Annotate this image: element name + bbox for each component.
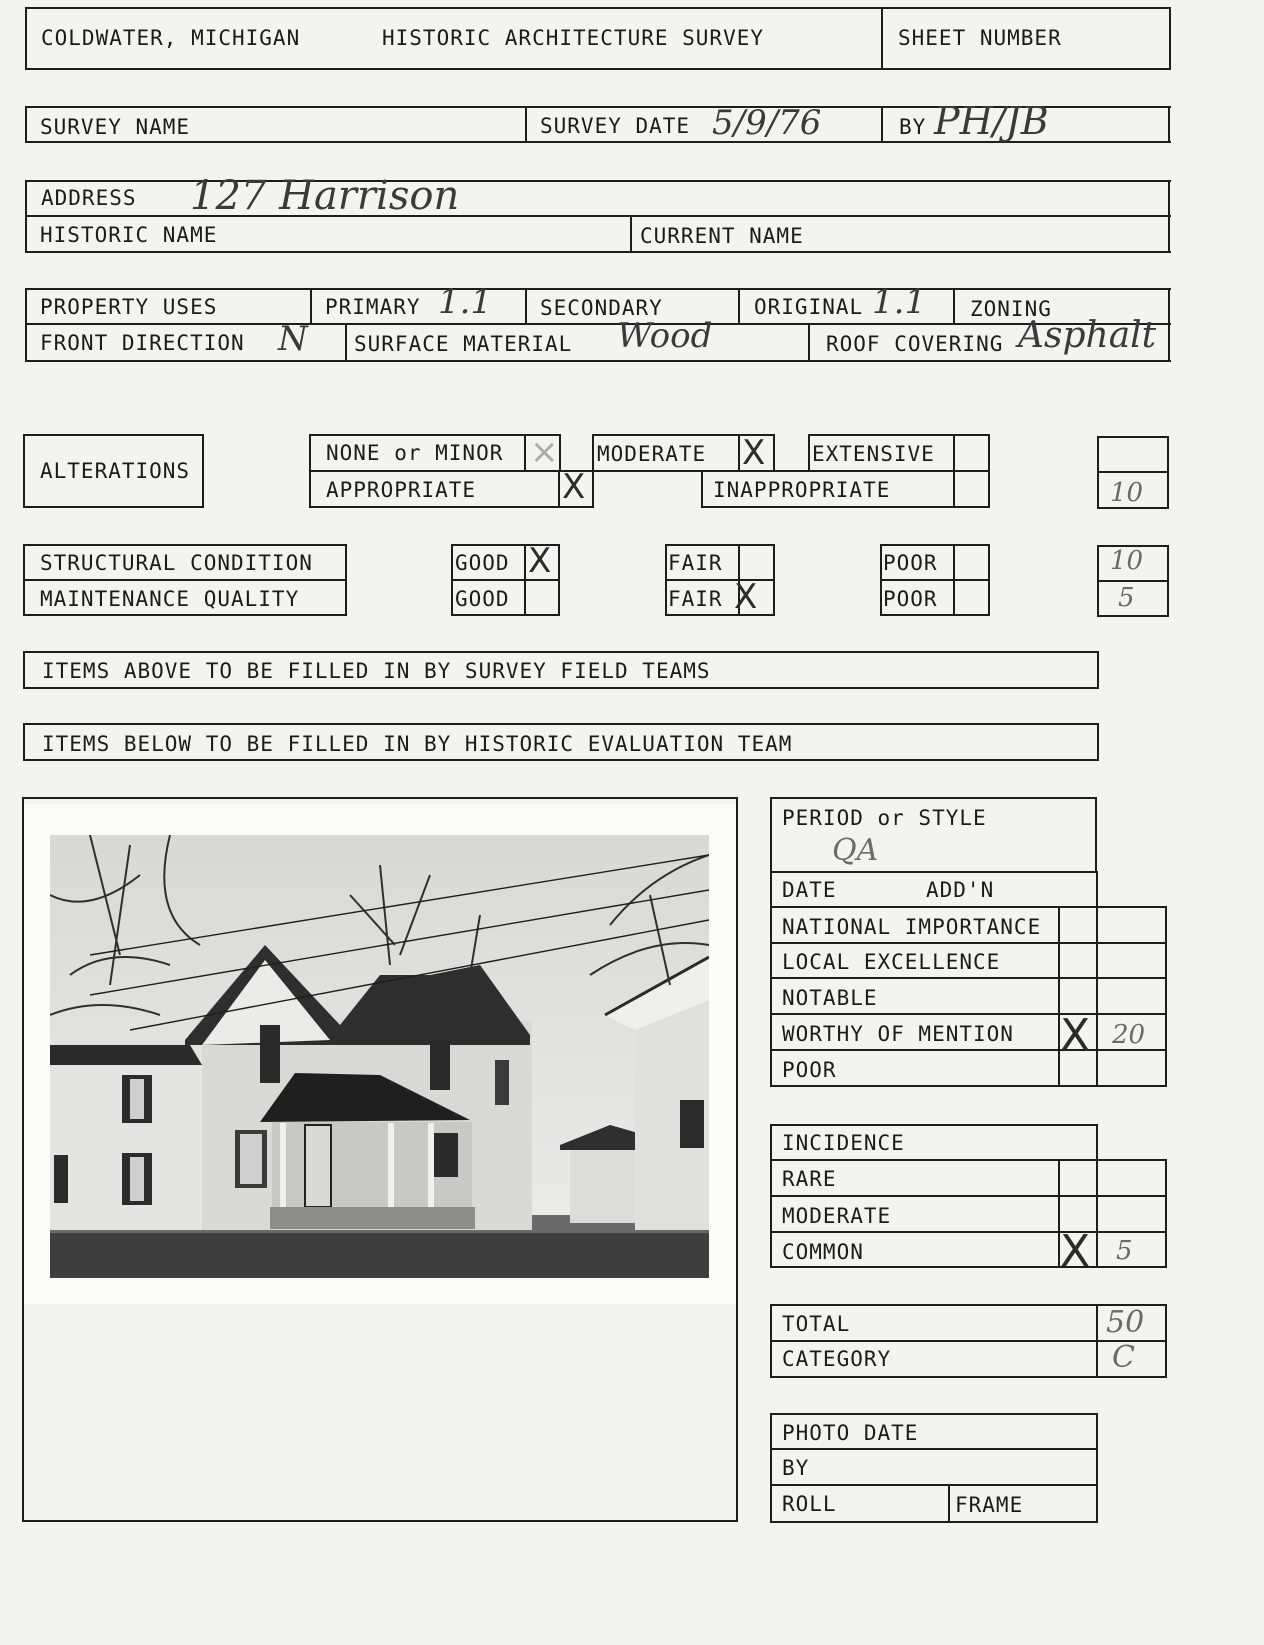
date-label: DATE bbox=[782, 878, 837, 902]
primary-value: 1.1 bbox=[438, 282, 493, 322]
survey-name-label: SURVEY NAME bbox=[40, 115, 191, 139]
property-uses-label: PROPERTY USES bbox=[40, 295, 218, 319]
notable-label: NOTABLE bbox=[782, 986, 878, 1010]
structural-score: 10 bbox=[1110, 546, 1144, 576]
original-value: 1.1 bbox=[872, 282, 927, 322]
total-label: TOTAL bbox=[782, 1312, 851, 1336]
surface-material-label: SURFACE MATERIAL bbox=[354, 332, 573, 356]
rare-label: RARE bbox=[782, 1167, 837, 1191]
worthy-mark: X bbox=[1060, 1010, 1091, 1061]
address-label: ADDRESS bbox=[41, 186, 137, 210]
common-score: 5 bbox=[1116, 1236, 1133, 1266]
category-label: CATEGORY bbox=[782, 1347, 892, 1371]
zoning-label: ZONING bbox=[970, 297, 1052, 321]
by-value: PH/JB bbox=[934, 99, 1049, 143]
total-value: 50 bbox=[1106, 1305, 1145, 1340]
none-minor-label: NONE or MINOR bbox=[326, 441, 504, 465]
form-title: HISTORIC ARCHITECTURE SURVEY bbox=[382, 26, 765, 50]
inappropriate-label: INAPPROPRIATE bbox=[713, 478, 891, 502]
period-value: QA bbox=[832, 833, 879, 868]
note-above: ITEMS ABOVE TO BE FILLED IN BY SURVEY FIELD TEAMS bbox=[42, 659, 711, 683]
alterations-label: ALTERATIONS bbox=[40, 459, 191, 483]
city-label: COLDWATER, MICHIGAN bbox=[41, 26, 301, 50]
poor-rating-label: POOR bbox=[782, 1058, 837, 1082]
front-direction-label: FRONT DIRECTION bbox=[40, 331, 245, 355]
photo-by-label: BY bbox=[782, 1456, 810, 1480]
common-mark: X bbox=[1060, 1226, 1091, 1277]
survey-date-label: SURVEY DATE bbox=[540, 114, 691, 138]
maintenance-fair-mark: X bbox=[734, 577, 758, 617]
good-label-2: GOOD bbox=[455, 587, 510, 611]
structural-good-mark: X bbox=[528, 541, 552, 581]
surface-material-value: Wood bbox=[617, 316, 713, 356]
poor-label-1: POOR bbox=[883, 551, 938, 575]
period-label: PERIOD or STYLE bbox=[782, 806, 987, 830]
alterations-score: 10 bbox=[1110, 478, 1144, 508]
structural-condition-label: STRUCTURAL CONDITION bbox=[40, 551, 313, 575]
appropriate-label: APPROPRIATE bbox=[326, 478, 477, 502]
frame-label: FRAME bbox=[955, 1493, 1024, 1517]
sheet-number-label: SHEET NUMBER bbox=[898, 26, 1062, 50]
current-name-label: CURRENT NAME bbox=[640, 224, 804, 248]
historic-name-label: HISTORIC NAME bbox=[40, 223, 218, 247]
house-photo bbox=[50, 835, 709, 1278]
category-value: C bbox=[1112, 1340, 1135, 1375]
good-label-1: GOOD bbox=[455, 551, 510, 575]
note-below: ITEMS BELOW TO BE FILLED IN BY HISTORIC EVALUATION TEAM bbox=[42, 732, 793, 756]
moderate-incidence-label: MODERATE bbox=[782, 1204, 892, 1228]
front-direction-value: N bbox=[278, 319, 308, 359]
moderate-label: MODERATE bbox=[597, 442, 707, 466]
primary-label: PRIMARY bbox=[325, 295, 421, 319]
worthy-score: 20 bbox=[1112, 1020, 1146, 1050]
national-importance-label: NATIONAL IMPORTANCE bbox=[782, 915, 1042, 939]
common-label: COMMON bbox=[782, 1240, 864, 1264]
address-value: 127 Harrison bbox=[190, 173, 460, 219]
incidence-label: INCIDENCE bbox=[782, 1131, 905, 1155]
photo-date-label: PHOTO DATE bbox=[782, 1421, 919, 1445]
none-minor-mark: × bbox=[530, 432, 559, 472]
house-photo-image bbox=[50, 835, 709, 1278]
extensive-label: EXTENSIVE bbox=[812, 442, 935, 466]
maintenance-score: 5 bbox=[1118, 583, 1135, 613]
fair-label-1: FAIR bbox=[668, 551, 723, 575]
original-label: ORIGINAL bbox=[754, 295, 864, 319]
secondary-label: SECONDARY bbox=[540, 296, 663, 320]
roll-label: ROLL bbox=[782, 1492, 837, 1516]
worthy-of-mention-label: WORTHY OF MENTION bbox=[782, 1022, 1014, 1046]
appropriate-mark: X bbox=[562, 467, 586, 507]
maintenance-quality-label: MAINTENANCE QUALITY bbox=[40, 587, 300, 611]
survey-date-value: 5/9/76 bbox=[712, 103, 822, 143]
roof-covering-label: ROOF COVERING bbox=[826, 332, 1004, 356]
local-excellence-label: LOCAL EXCELLENCE bbox=[782, 950, 1001, 974]
addn-label: ADD'N bbox=[926, 878, 995, 902]
moderate-mark: X bbox=[742, 433, 766, 473]
roof-covering-value: Asphalt bbox=[1018, 315, 1157, 356]
fair-label-2: FAIR bbox=[668, 587, 723, 611]
poor-label-2: POOR bbox=[883, 587, 938, 611]
by-label: BY bbox=[899, 115, 927, 139]
